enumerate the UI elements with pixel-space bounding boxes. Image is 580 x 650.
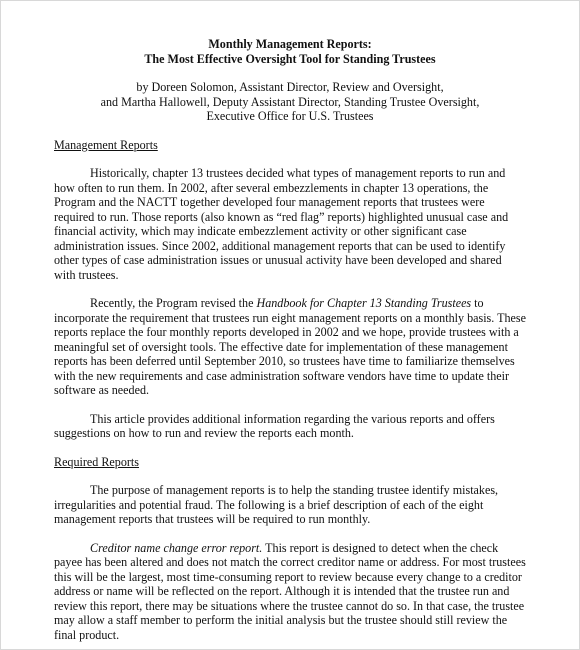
paragraph-3: This article provides additional information regarding the various reports and offers suggestions on how to run and review the reports each month. (54, 411, 495, 440)
title-line-2: The Most Effective Oversight Tool for Standing Trustees (144, 51, 436, 66)
document-content (54, 37, 526, 642)
paragraph-5 (54, 541, 526, 643)
paragraph-2-text-b: to incorporate the requirement that trustees run eight management reports on a monthly basis. These reports replace the four monthly reports developed in 2002 and we hope, provide trustees with a meaningful set of oversight tools. The effective date for implementation of these management reports has been deferred until September 2010, so trustees have time to familiarize themselves with the new requirements and case administration software vendors have time to update their software as needed. (54, 296, 526, 397)
paragraph-1: Historically, chapter 13 trustees decided what types of management reports to run and how often to run them. In 2002, after several embezzlements in chapter 13 operations, the Program and the NACTT together developed four management reports that trustees were required to run. Those reports (also known as “red flag” reports) highlighted unusual case and financial activity, which may indicate embezzlement activity or other significant case administration issues. Since 2002, additional management reports that can be used to identify other types of case administration issues or unusual activity have been developed and shared with trustees. (54, 166, 509, 282)
byline-line-3: Executive Office for U.S. Trustees (206, 109, 374, 123)
byline (54, 80, 526, 124)
paragraph-4: The purpose of management reports is to help the standing trustee identify mistakes, irregularities and potential fraud. The following is a brief description of each of the eight management reports that trustees will be required to run monthly. (54, 483, 499, 526)
handbook-title: Handbook for Chapter 13 Standing Trustees (256, 296, 472, 310)
report-name-creditor-change: Creditor name change error report. (90, 540, 263, 555)
paragraph-2 (54, 296, 526, 398)
paragraph-5-text: This report is designed to detect when the check payee has been altered and does not match the correct creditor name or address. For most trustees this will be the largest, most time-consuming report to review because every change to a creditor address or name will be reflected on the report. Although it is intended that the trustee run and review this report, there may be situations where the trustee cannot do so. In that case, the trustee may allow a staff member to perform the initial analysis but the trustee should still review the final product. (54, 540, 526, 642)
byline-line-1: by Doreen Solomon, Assistant Director, Review and Oversight, (136, 80, 444, 94)
document-title (54, 37, 526, 66)
section-heading-required-reports: Required Reports (54, 454, 139, 469)
byline-line-2: and Martha Hallowell, Deputy Assistant Director, Standing Trustee Oversight, (100, 94, 480, 109)
section-heading-management-reports: Management Reports (54, 137, 158, 152)
paragraph-2-text-a: Recently, the Program revised the (90, 296, 257, 310)
title-line-1: Monthly Management Reports: (208, 37, 372, 51)
